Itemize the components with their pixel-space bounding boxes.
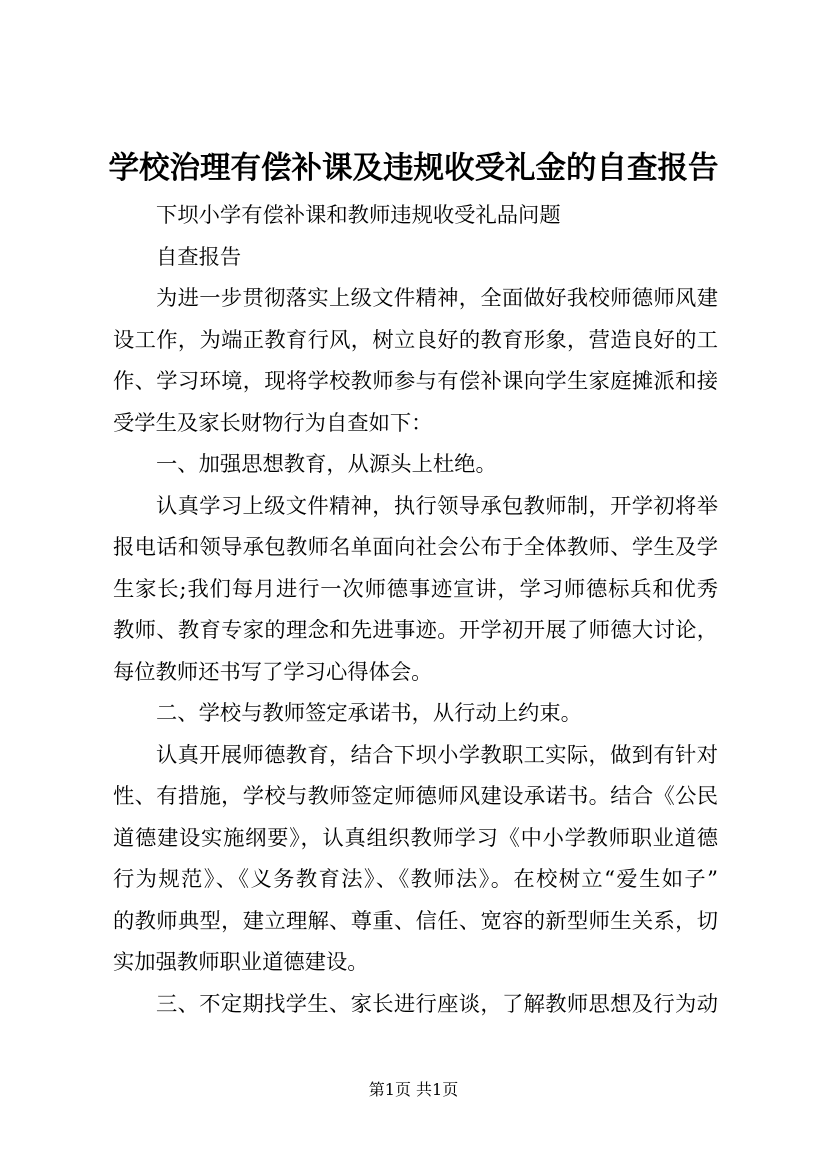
section-heading [113, 444, 718, 486]
paragraph-line: 设工作，为端正教育行风，树立良好的教育形象，营造良好的工 [113, 327, 719, 353]
document-body [113, 195, 718, 1025]
heading-line: 一、加强思想教育，从源头上杜绝。 [156, 452, 497, 477]
paragraph-line: 行为规范》、《义务教育法》、《教师法》。在校树立“爱生如子” [113, 867, 720, 892]
paragraph-line: 的教师典型，建立理解、尊重、信任、宽容的新型师生关系，切 [113, 908, 719, 934]
body-paragraph [113, 278, 718, 444]
paragraph-line: 教师、教育专家的理念和先进事迹。开学初开展了师德大讨论， [113, 618, 719, 643]
heading-line: 三、不定期找学生、家长进行座谈，了解教师思想及行为动 [156, 991, 719, 1017]
paragraph-line: 认真开展师德教育，结合下坝小学教职工实际，做到有针对 [156, 742, 719, 768]
paragraph-line: 道德建设实施纲要》，认真组织教师学习《中小学教师职业道德 [113, 825, 719, 851]
paragraph-line: 生家长;我们每月进行一次师德事迹宣讲，学习师德标兵和优秀 [113, 576, 719, 602]
paragraph-line: 每位教师还书写了学习心得体会。 [113, 659, 433, 685]
section-heading [113, 693, 718, 735]
page-footer: 第1页 共1页 [368, 1080, 459, 1099]
document-title: 学校治理有偿补课及违规收受礼金的自查报告 [108, 150, 719, 186]
paragraph-line: 实加强教师职业道德建设。 [113, 950, 369, 975]
paragraph-line: 认真学习上级文件精神，执行领导承包教师制，开学初将举 [156, 493, 719, 519]
paragraph-line: 报电话和领导承包教师名单面向社会公布于全体教师、学生及学 [113, 535, 719, 560]
section-heading [113, 984, 718, 1026]
paragraph-line: 性、有措施，学校与教师签定师德师风建设承诺书。结合《公民 [113, 784, 719, 809]
body-paragraph [113, 486, 718, 694]
paragraph-line: 为进一步贯彻落实上级文件精神，全面做好我校师德师风建 [156, 286, 719, 311]
subtitle-line: 自查报告 [156, 244, 242, 270]
body-paragraph [113, 735, 718, 984]
paragraph-line: 作、学习环境，现将学校教师参与有偿补课向学生家庭摊派和接 [113, 369, 719, 394]
subtitle-line: 下坝小学有偿补课和教师违规收受礼品问题 [156, 203, 561, 228]
paragraph-line: 受学生及家长财物行为自查如下： [113, 410, 433, 436]
heading-line: 二、学校与教师签定承诺书，从行动上约束。 [156, 701, 582, 726]
